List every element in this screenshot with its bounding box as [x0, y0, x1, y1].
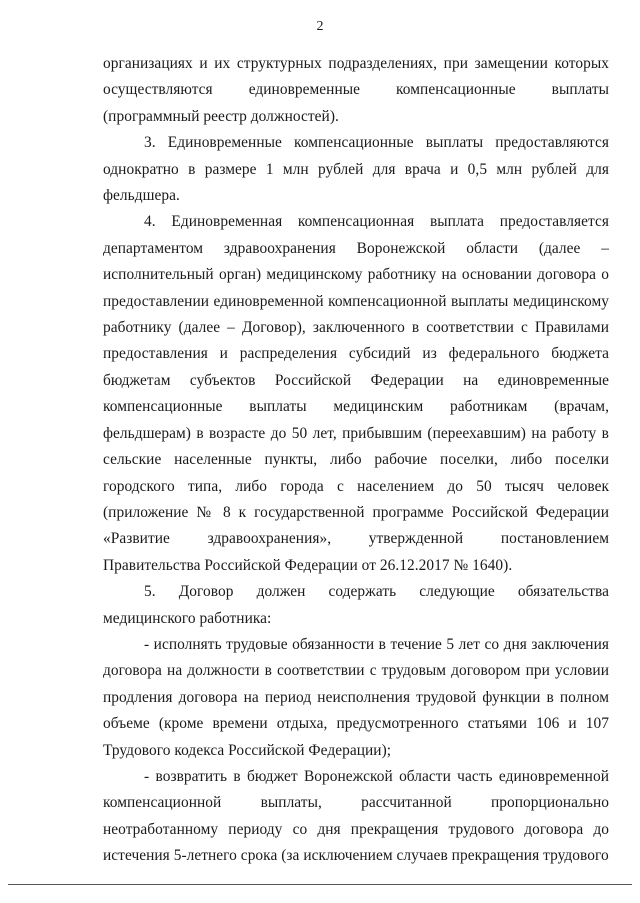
page-number: 2	[316, 19, 324, 34]
paragraph-item-3: 3. Единовременные компенсационные выплаты предоставляются однократно в размере 1 млн рублей для врача и 0,5 млн рублей для фельдшера.	[103, 134, 609, 205]
paragraph-item-4: 4. Единовременная компенсационная выплата предоставляется департаментом здравоохранения Воронежской области (далее – исполнительный орган) медицинскому работнику на основании договора о предоставлении единовременной компенсационной выплаты медицинскому работнику (далее – Договор), заключенного в соответствии с Правилами предоставления и распределения субсидий из федерального бюджета бюджетам субъектов Российской Федерации на единовременные компенсационные выплаты медицинским работникам (врачам, фельдшерам) в возрасте до 50 лет, прибывшим (переехавшим) на работу в сельские населенные пункты, либо рабочие поселки, либо поселки городского типа, либо города с населением до 50 тысяч человек (приложение № 8 к государственной программе Российской Федерации «Развитие здравоохранения», утвержденной постановлением Правительства Российской Федерации от 26.12.2017 № 1640).	[103, 213, 609, 574]
paragraph-item-5: 5. Договор должен содержать следующие обязательства медицинского работника:	[103, 583, 609, 627]
paragraph-obligation-2: - возвратить в бюджет Воронежской области часть единовременной компенсационной выплаты, рассчитанной пропорционально неотработанному периоду со дня прекращения трудового договора до истечения 5-летнего срока (за исключением случаев прекращения трудового	[103, 767, 609, 865]
paragraph-continuation: организациях и их структурных подразделениях, при замещении которых осуществляются единовременные компенсационные выплаты (программный реестр должностей).	[103, 55, 609, 125]
document-body	[103, 51, 609, 870]
page-bottom-rule	[8, 884, 632, 885]
paragraph-obligation-1: - исполнять трудовые обязанности в течение 5 лет со дня заключения договора на должности в соответствии с трудовым договором при условии продления договора на период неисполнения трудовой функции в полном объеме (кроме времени отдыха, предусмотренного статьями 106 и 107 Трудового кодекса Российской Федерации);	[103, 635, 609, 759]
